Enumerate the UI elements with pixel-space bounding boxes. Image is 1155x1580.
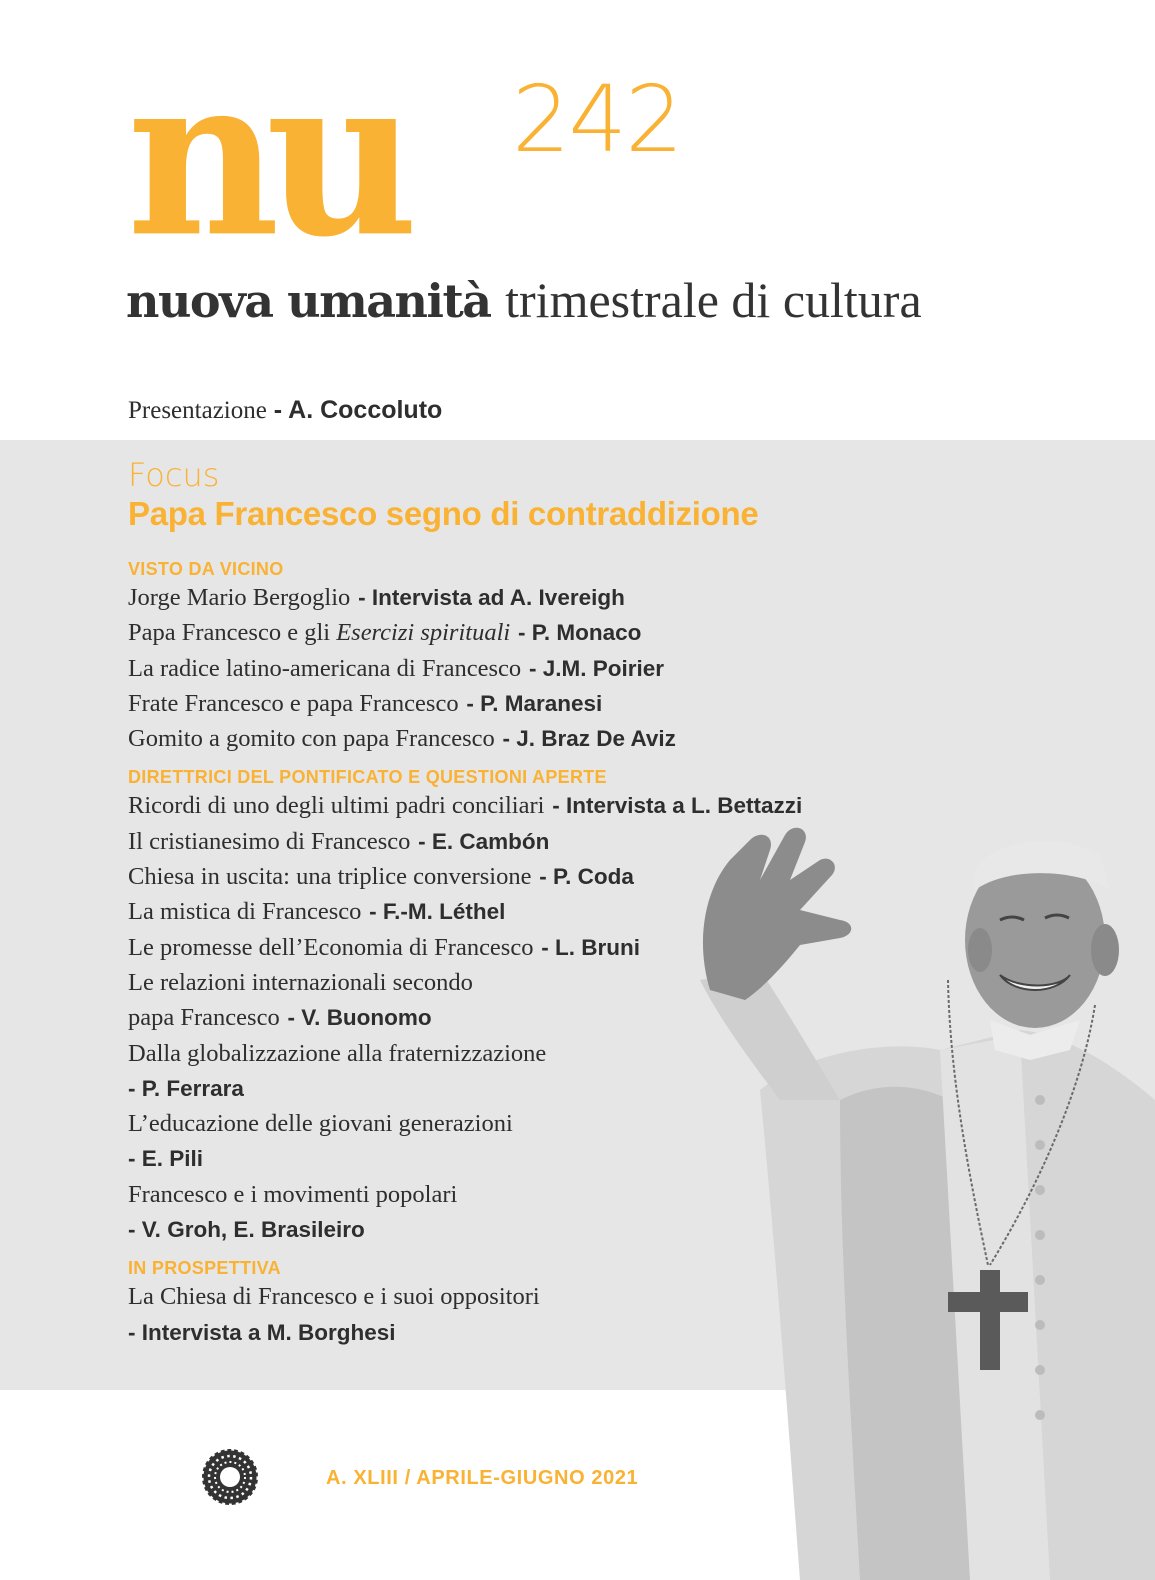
nu-logo: nu: [127, 26, 405, 286]
entry-author: - V. Groh, E. Brasileiro: [128, 1217, 365, 1243]
brand-name: nuova umanità: [126, 274, 491, 328]
toc-entry: [128, 859, 948, 894]
presentation-author: A. Coccoluto: [288, 396, 443, 424]
entry-author: - J.M. Poirier: [528, 655, 664, 681]
entry-author: - Intervista a M. Borghesi: [128, 1319, 396, 1345]
toc-entry: [128, 1036, 948, 1071]
entry-author: - F.-M. Léthel: [369, 899, 506, 925]
toc-entry-author-line: [128, 1141, 948, 1176]
toc-entry: [128, 965, 948, 1000]
toc-entry: [128, 1279, 948, 1314]
toc-entry: [128, 824, 948, 859]
entry-title: Francesco e i movimenti popolari: [128, 1180, 458, 1208]
entry-title: La Chiesa di Francesco e i suoi oppositori: [128, 1283, 540, 1311]
entry-author: - J. Braz De Aviz: [502, 726, 676, 752]
entry-title: La mistica di Francesco: [128, 898, 362, 926]
toc-entry: [128, 894, 948, 929]
toc-entry-author-line: [128, 1071, 948, 1106]
presentation-line: [128, 394, 442, 427]
section-heading: VISTO DA VICINO: [128, 559, 284, 579]
entry-title: Dalla globalizzazione alla fraternizzazione: [128, 1039, 547, 1067]
entry-author: - E. Pili: [128, 1146, 204, 1172]
focus-title: Papa Francesco segno di contraddizione: [128, 495, 759, 532]
presentation-title: Presentazione: [128, 397, 267, 424]
entry-author: - P. Coda: [539, 864, 634, 890]
presentation-separator: -: [266, 396, 289, 424]
publisher-logo-icon: [200, 1447, 260, 1507]
entry-title: Frate Francesco e papa Francesco: [128, 689, 459, 717]
entry-title: Le relazioni internazionali secondo: [128, 968, 473, 996]
entry-title: [128, 619, 510, 646]
entry-author: - P. Ferrara: [128, 1075, 244, 1101]
masthead: [126, 272, 922, 329]
entry-title: Le promesse dell’Economia di Francesco: [128, 933, 534, 961]
toc-entry-continued: [128, 1000, 948, 1035]
entry-author: - Intervista a L. Bettazzi: [552, 793, 803, 819]
entry-title: La radice latino-americana di Francesco: [128, 654, 522, 682]
toc-entry: [128, 788, 948, 823]
entry-title: L’educazione delle giovani generazioni: [128, 1110, 513, 1138]
toc-entry-author-line: [128, 1212, 948, 1247]
focus-label: Focus: [128, 456, 220, 494]
issue-info: A. XLIII / APRILE-GIUGNO 2021: [326, 1467, 639, 1489]
toc-entry: [128, 651, 948, 686]
entry-author: - L. Bruni: [541, 934, 641, 960]
entry-title: Chiesa in uscita: una triplice conversione: [128, 863, 532, 891]
entry-author: - Intervista ad A. Ivereigh: [358, 585, 625, 610]
entry-title: Jorge Mario Bergoglio: [128, 584, 351, 611]
entry-title-prefix: Papa Francesco e gli: [128, 619, 337, 647]
entry-title: Gomito a gomito con papa Francesco: [128, 725, 495, 753]
toc-entry: [128, 930, 948, 965]
toc-entry: [128, 721, 948, 756]
entry-author: - P. Monaco: [518, 620, 642, 646]
toc-entry-author-line: [128, 1315, 948, 1350]
issue-number: 242: [512, 66, 682, 173]
entry-author: - E. Cambón: [418, 828, 550, 854]
table-of-contents: [128, 456, 948, 1350]
entry-title: Il cristianesimo di Francesco: [128, 827, 411, 855]
section-heading: DIRETTRICI DEL PONTIFICATO E QUESTIONI APERTE: [128, 767, 607, 788]
entry-title: Ricordi di uno degli ultimi padri conciliari: [128, 792, 545, 820]
tagline: trimestrale di cultura: [505, 272, 922, 328]
toc-entry: [128, 686, 948, 721]
entry-title-italic: Esercizi spirituali: [336, 619, 511, 647]
entry-author: - P. Maranesi: [466, 690, 603, 716]
entry-author: - V. Buonomo: [287, 1005, 432, 1031]
toc-entry: [128, 580, 948, 615]
toc-entry: [128, 1106, 948, 1141]
section-heading: IN PROSPETTIVA: [128, 1258, 281, 1279]
entry-title: papa Francesco: [128, 1004, 280, 1032]
toc-entry: [128, 615, 948, 650]
toc-entry: [128, 1177, 948, 1212]
